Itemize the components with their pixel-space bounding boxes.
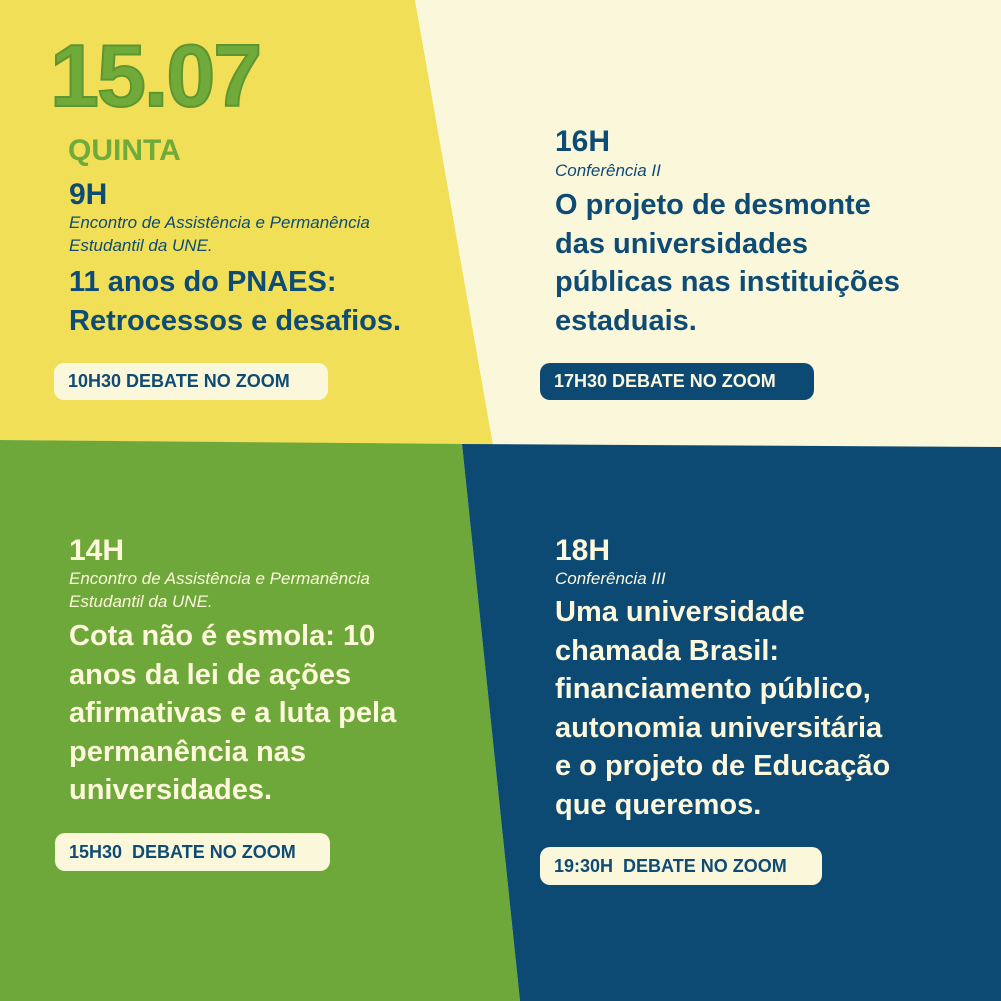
debate-zoom-button[interactable]: 19:30H DEBATE NO ZOOM bbox=[540, 847, 822, 885]
event-subtitle: Encontro de Assistência e Permanência Estudantil da UNE. bbox=[69, 569, 370, 611]
debate-zoom-button[interactable]: 15H30 DEBATE NO ZOOM bbox=[55, 833, 330, 871]
event-title: Uma universidade chamada Brasil: financiamento público, autonomia universitária e o projeto de Educação que queremos. bbox=[555, 596, 891, 821]
event-subtitle: Encontro de Assistência e Permanência Estudantil da UNE. bbox=[69, 213, 370, 255]
event-subtitle: Conferência II bbox=[555, 161, 661, 180]
event-title: 11 anos do PNAES: Retrocessos e desafios. bbox=[69, 266, 402, 337]
event-time: 14H bbox=[69, 534, 125, 567]
event-title: O projeto de desmonte das universidades públicas nas instituições estaduais. bbox=[555, 189, 900, 337]
event-subtitle: Conferência III bbox=[555, 569, 666, 588]
debate-zoom-button[interactable]: 10H30 DEBATE NO ZOOM bbox=[54, 363, 328, 400]
event-time: 9H bbox=[69, 178, 108, 211]
event-title: Cota não é esmola: 10 anos da lei de ações afirmativas e a luta pela permanência nas universidades. bbox=[69, 620, 397, 806]
event-date: 15.07 bbox=[50, 26, 261, 125]
debate-zoom-button[interactable]: 17H30 DEBATE NO ZOOM bbox=[540, 363, 814, 400]
event-time: 18H bbox=[555, 534, 611, 567]
event-weekday: QUINTA bbox=[68, 134, 181, 167]
event-time: 16H bbox=[555, 125, 611, 158]
